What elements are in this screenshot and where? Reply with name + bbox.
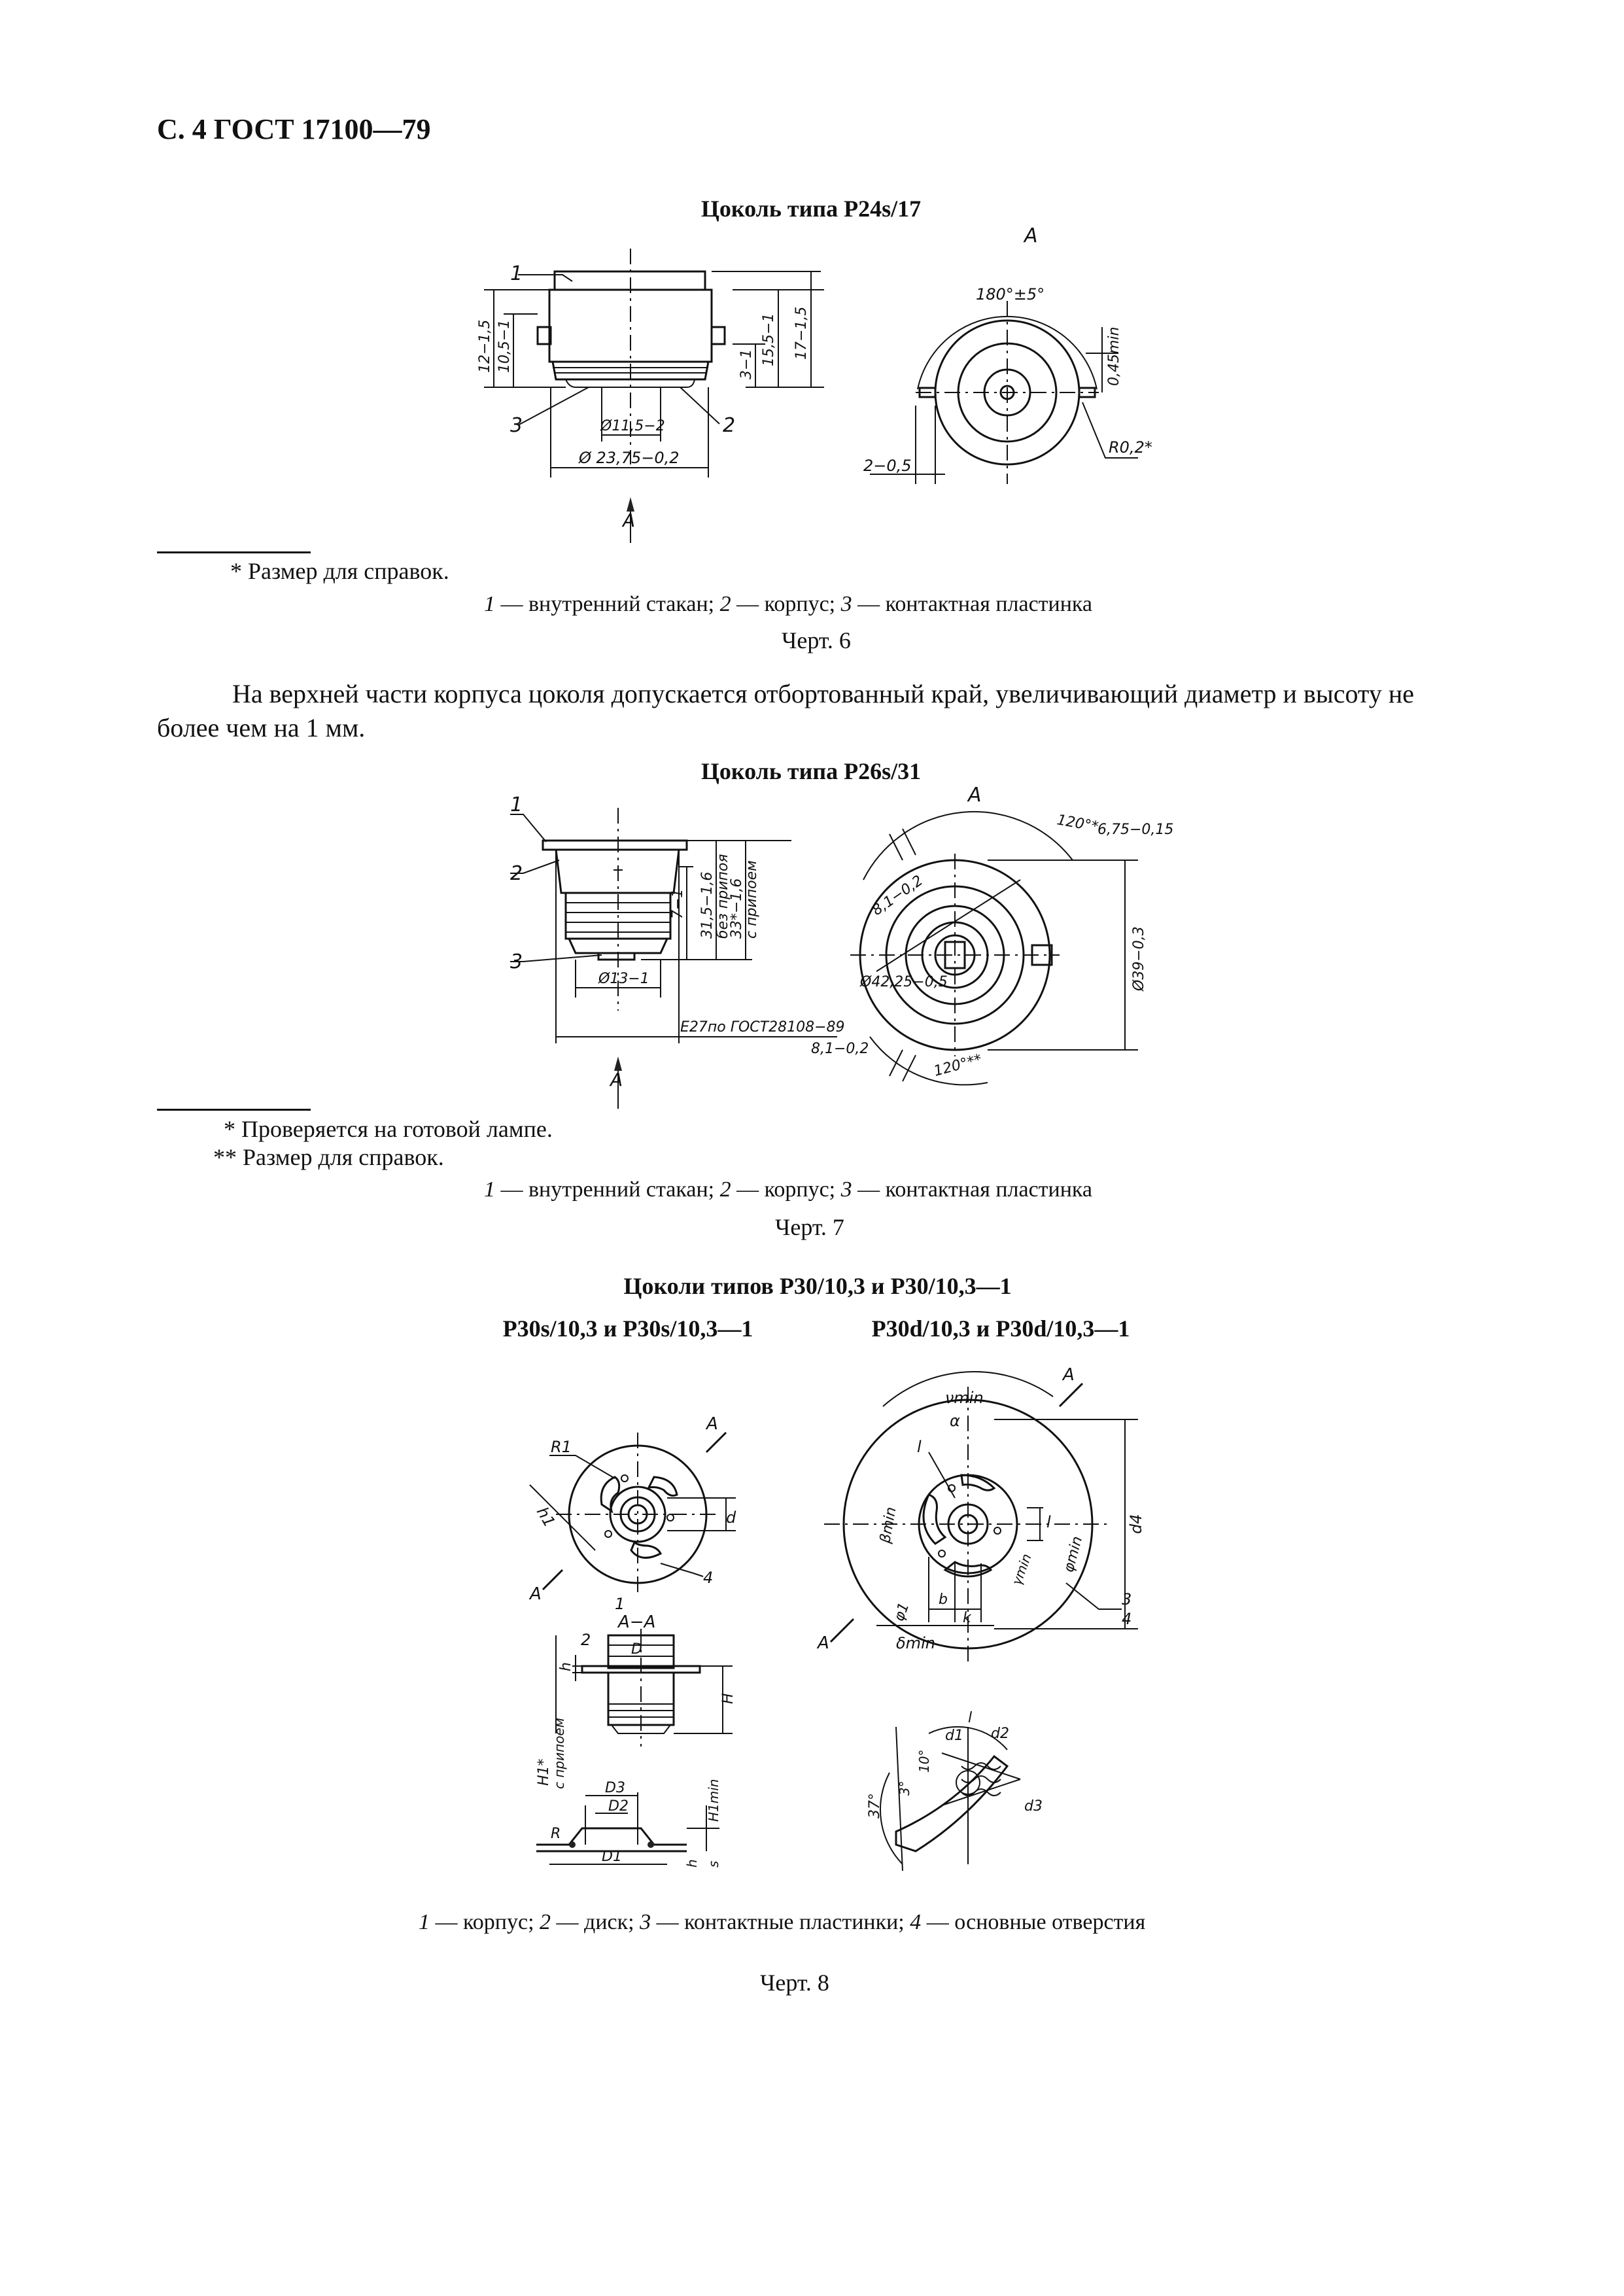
fig8-l-detail: l	[968, 1710, 973, 1726]
fig8-H1: H1*	[536, 1758, 552, 1786]
fig8-k: k	[963, 1610, 971, 1626]
fig6-title: Цоколь типа P24s/17	[700, 196, 922, 222]
fig8-n4-right: 4	[1122, 1610, 1132, 1628]
fig7-dim-315: 31,5−1,6	[699, 871, 716, 939]
fig7-dim-spr: с припоем	[744, 860, 760, 939]
fig8-dmin: δmin	[896, 1634, 935, 1652]
fig8-a-bottom: A	[530, 1584, 542, 1604]
fig7-dim-d4225: Ø42,25−0,5	[860, 974, 948, 990]
fig7-legend: 1 — внутренний стакан; 2 — корпус; 3 — контактная пластинка	[484, 1177, 1093, 1202]
fig7-dim-bez: без припоя	[715, 854, 731, 939]
fig6-view-letter: A	[1024, 224, 1038, 247]
fig8-phimin: φmin	[1060, 1534, 1086, 1574]
fig8-h-disk: h	[684, 1859, 700, 1868]
fig8-subtitle-left: P30s/10,3 и P30s/10,3—1	[502, 1315, 753, 1342]
fig8-subtitle-right: P30d/10,3 и P30d/10,3—1	[871, 1315, 1130, 1342]
fig8-alpha: α	[950, 1412, 960, 1430]
fig8-caption: Черт. 8	[760, 1970, 829, 1996]
fig7-dim-7: 7−1	[670, 888, 686, 919]
fig8-vmin: νmin	[945, 1389, 984, 1407]
fig8-D1: D1	[602, 1849, 622, 1865]
fig8-l-right: l	[1046, 1513, 1051, 1531]
fig6-dim-angle: 180°±5°	[976, 285, 1045, 304]
fig8-l-top: l	[917, 1438, 922, 1456]
fig8-D2: D2	[608, 1798, 629, 1815]
fig7-title: Цоколь типа P26s/31	[700, 758, 922, 784]
fig6-label-3: 3	[510, 414, 523, 437]
fig7-dim-81b: 8,1−0,2	[811, 1041, 869, 1057]
fig8-n2-sec: 2	[581, 1631, 591, 1649]
fig8-legend: 1 — корпус; 2 — диск; 3 — контактные пластинки; 4 — основные отверстия	[419, 1910, 1146, 1934]
fig7-footnote-1: * Проверяется на готовой лампе.	[224, 1116, 553, 1142]
fig8-a10: 10°	[916, 1749, 932, 1773]
fig6-dim-3: 3−1	[738, 349, 755, 379]
fig8-aa: A−A	[618, 1612, 656, 1632]
fig6-caption: Черт. 6	[782, 627, 851, 653]
fig6-dim-12: 12−1,5	[477, 319, 493, 373]
fig8-d4: d4	[1127, 1514, 1145, 1534]
fig8-b: b	[939, 1592, 948, 1608]
fig8-a37: 37°	[867, 1793, 883, 1818]
fig7-label-3: 3	[510, 950, 523, 973]
fig7-drawing	[484, 782, 1174, 1122]
fig8-r1: R1	[551, 1438, 572, 1456]
fig8-D3: D3	[605, 1780, 625, 1796]
fig7-dim-33: 33*−1,6	[729, 878, 745, 939]
fig7-dim-120-bot: 120°**	[932, 1051, 984, 1080]
fig6-dim-2: 2−0,5	[863, 457, 912, 475]
fig8-d1: d1	[945, 1728, 963, 1744]
fig8-H1min: H1min	[706, 1779, 721, 1822]
fig6-dim-r02: R0,2*	[1109, 438, 1152, 457]
fig8-spr: с припоем	[551, 1718, 567, 1789]
fig8-n1-sec: 1	[615, 1595, 625, 1613]
fig6-legend: 1 — внутренний стакан; 2 — корпус; 3 — контактная пластинка	[484, 592, 1093, 616]
fig8-n3: 3	[1122, 1590, 1132, 1609]
fig6-footnote: * Размер для справок.	[230, 558, 449, 584]
fig7-dim-120-top: 120°*	[1055, 812, 1100, 836]
fig8-drawing	[510, 1348, 1230, 1877]
fig8-s: s	[706, 1860, 721, 1868]
fig8-a-right-bottom: A	[818, 1633, 829, 1653]
fig6-dim-d-outer: Ø 23,75−0,2	[579, 449, 680, 467]
fig7-dim-e27: E27по ГОСТ28108−89	[680, 1019, 845, 1035]
fig8-bmin: βmin	[877, 1506, 900, 1545]
fig7-arrow-a: A	[610, 1069, 623, 1090]
fig8-D-sec: D	[631, 1641, 642, 1658]
fig8-d3: d3	[1024, 1798, 1043, 1815]
fig6-arrow-a: A	[623, 510, 636, 531]
fig8-h-sec: h	[558, 1662, 574, 1671]
fig8-a-top: A	[706, 1414, 718, 1434]
fig8-h1: h1	[532, 1504, 559, 1531]
fig7-caption: Черт. 7	[775, 1214, 844, 1240]
page-header: С. 4 ГОСТ 17100—79	[157, 113, 431, 145]
fig7-dim-d13: Ø13−1	[598, 971, 649, 987]
fig8-a-right-top: A	[1063, 1365, 1075, 1385]
fig6-label-1: 1	[510, 262, 523, 285]
fig6-dim-045: 0,45min	[1106, 326, 1122, 386]
fig8-d: d	[726, 1508, 736, 1527]
fig6-label-2: 2	[723, 414, 736, 437]
fig6-footnote-rule	[157, 551, 311, 553]
fig7-label-1: 1	[510, 793, 523, 816]
fig7-footnote-rule	[157, 1109, 311, 1111]
fig6-drawing	[458, 216, 1230, 549]
fig7-dim-675: 6,75−0,15	[1097, 822, 1174, 838]
fig6-dim-105: 10,5−1	[496, 319, 513, 373]
fig8-phi1: φ1	[891, 1600, 913, 1624]
fig6-dim-155: 15,5−1	[761, 313, 777, 366]
fig7-dim-d39: Ø39−0,3	[1131, 926, 1147, 991]
fig8-n4-left: 4	[703, 1569, 714, 1587]
fig7-label-2: 2	[510, 862, 523, 885]
fig8-d2: d2	[991, 1726, 1009, 1742]
fig8-a3: 3°	[897, 1781, 912, 1796]
fig8-R: R	[551, 1826, 561, 1842]
fig7-footnote-2: ** Размер для справок.	[213, 1144, 444, 1170]
fig6-dim-d-inner: Ø11,5−2	[600, 418, 665, 434]
fig7-view-letter: A	[968, 784, 982, 807]
fig8-gmin: γmin	[1009, 1551, 1035, 1588]
fig6-dim-17: 17−1,5	[793, 306, 810, 360]
fig8-title: Цоколи типов P30/10,3 и P30/10,3—1	[623, 1273, 1012, 1299]
body-paragraph: На верхней части корпуса цоколя допускается отбортованный край, увеличивающий диаметр и высоту не более чем на 1 мм.	[157, 679, 1415, 742]
fig7-dim-81a: 8,1−0,2	[869, 872, 926, 919]
fig8-H: H	[720, 1693, 736, 1704]
